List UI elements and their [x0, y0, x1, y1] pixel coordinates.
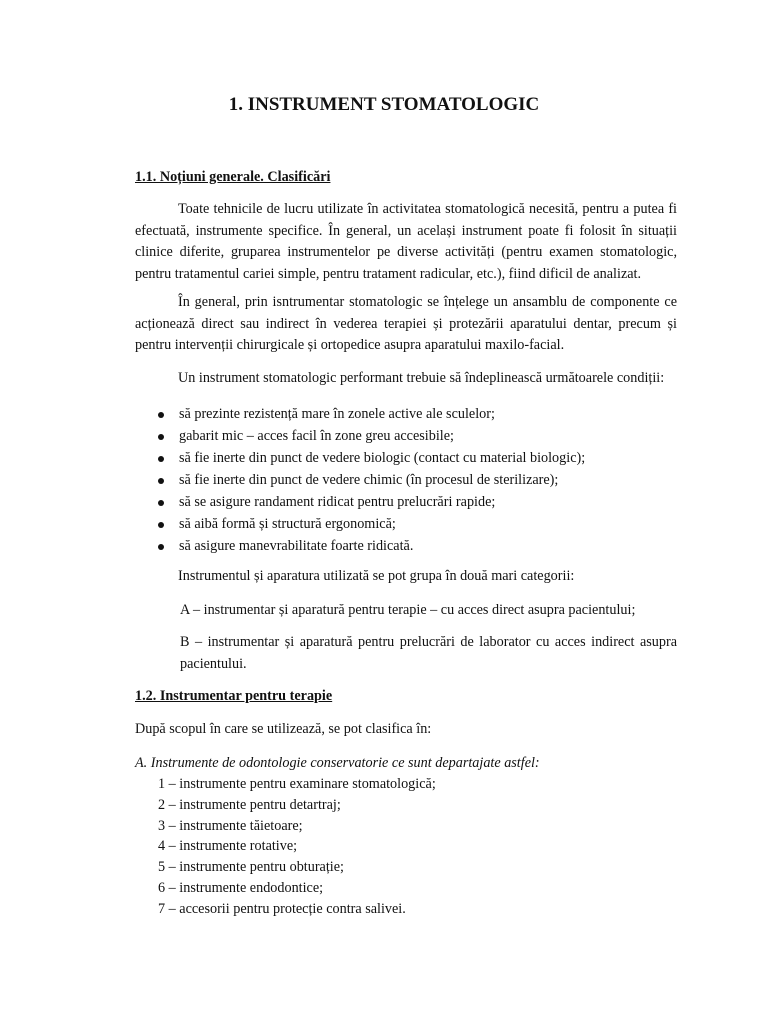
list-item: [155, 404, 677, 426]
conditions-list: [155, 404, 677, 558]
subheading-a: A. Instrumente de odontologie conservatorie ce sunt departajate astfel:: [135, 755, 540, 771]
list-item: [155, 426, 677, 448]
bullet-icon: [158, 478, 164, 484]
list-item-text: să prezinte rezistență mare în zonele active ale sculelor;: [179, 406, 495, 422]
list-item: 2 – instrumente pentru detartraj;: [158, 796, 341, 813]
list-item: 6 – instrumente endodontice;: [158, 879, 324, 896]
list-item: 4 – instrumente rotative;: [158, 838, 298, 855]
bullet-icon: [158, 412, 164, 418]
paragraph-intro: Toate tehnicile de lucru utilizate în activitatea stomatologică necesită, pentru a putea fi efectuată, instrumente specifice. În general, un același instrument poate fi folosit în situații clinice diferite, gruparea instrumentelor pe diverse activități (pentru examen stomatologic, pentru tratamentul cariei simple, pentru tratament radicular, etc.), fiind dificil de analizat.: [135, 201, 677, 282]
list-item: [155, 492, 677, 514]
instrument-list: [158, 774, 436, 920]
bullet-icon: [158, 456, 164, 462]
section-heading-1-2: 1.2. Instrumentar pentru terapie: [135, 688, 333, 704]
list-item: 7 – accesorii pentru protecție contra salivei.: [158, 900, 406, 917]
list-item-text: gabarit mic – acces facil în zone greu accesibile;: [179, 428, 454, 444]
bullet-icon: [158, 522, 164, 528]
paragraph-conditions-intro: Un instrument stomatologic performant trebuie să îndeplinească următoarele condiții:: [178, 370, 665, 386]
list-item: [155, 448, 677, 470]
list-item: 3 – instrumente tăietoare;: [158, 817, 303, 834]
list-item-text: să asigure manevrabilitate foarte ridicată.: [179, 538, 414, 554]
paragraph-definition: În general, prin isntrumentar stomatologic se înțelege un ansamblu de componente ce acționează direct sau indirect în vederea terapiei și protezării aparatului dentar, precum și pentru intervenții chirurgicale și ortopedice asupra aparatului maxilo-facial.: [135, 294, 677, 353]
list-item-text: să fie inerte din punct de vedere biologic (contact cu material biologic);: [179, 450, 586, 466]
category-a: A – instrumentar și aparatură pentru terapie – cu acces direct asupra pacientului;: [180, 602, 636, 618]
list-item: [155, 536, 677, 558]
category-b: B – instrumentar și aparatură pentru prelucrări de laborator cu acces indirect asupra pacientului.: [180, 634, 677, 672]
list-item: 1 – instrumente pentru examinare stomatologică;: [158, 776, 436, 792]
list-item-text: să aibă formă și structură ergonomică;: [179, 516, 396, 532]
list-item: [155, 514, 677, 536]
paragraph-categories-intro: Instrumentul și aparatura utilizată se pot grupa în două mari categorii:: [178, 568, 575, 584]
bullet-icon: [158, 500, 164, 506]
page-title: 1. INSTRUMENT STOMATOLOGIC: [228, 94, 540, 115]
list-item: 5 – instrumente pentru obturație;: [158, 859, 344, 876]
list-item: [155, 470, 677, 492]
section-heading-1-1: 1.1. Noțiuni generale. Clasificări: [135, 169, 331, 185]
list-item-text: să se asigure randament ridicat pentru prelucrări rapide;: [179, 494, 496, 510]
list-item-text: să fie inerte din punct de vedere chimic (în procesul de sterilizare);: [179, 472, 559, 488]
paragraph-classification-intro: După scopul în care se utilizează, se pot clasifica în:: [135, 721, 432, 737]
bullet-icon: [158, 434, 164, 440]
bullet-icon: [158, 544, 164, 550]
